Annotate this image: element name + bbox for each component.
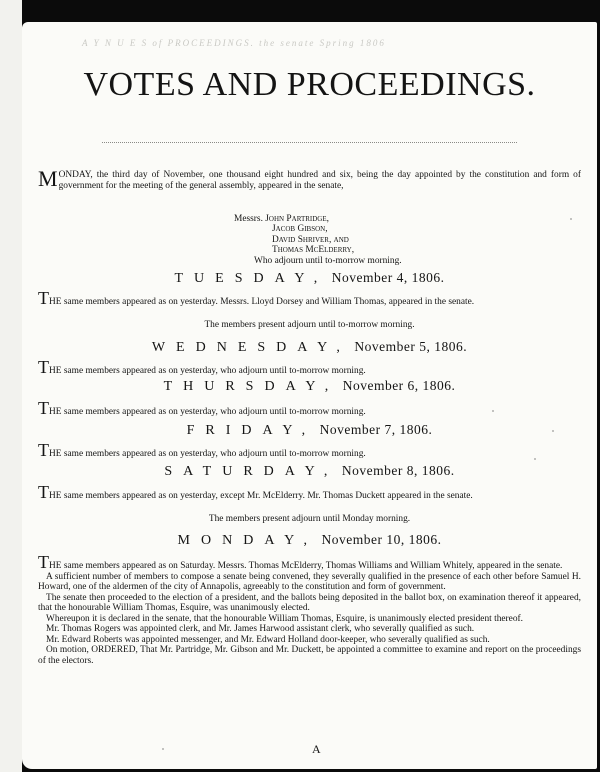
- thursday-paragraph: THE same members appeared as on yesterday, who adjourn until to-morrow morning.: [38, 398, 366, 418]
- paper-speck: [492, 410, 494, 412]
- day-heading-thursday: THURSDAY, November 6, 1806.: [163, 378, 456, 394]
- member-entry: Messrs. John Partridge,: [234, 214, 329, 224]
- monday-paragraph: A sufficient number of members to compose a senate being convened, they severally qualified in the presence of each other before Samuel H. Howard, one of the aldermen of the city of Annapolis, agreeably to the constitution and form of government.: [38, 571, 581, 592]
- saturday-block: [22, 482, 597, 502]
- day-heading-saturday: SATURDAY, November 8, 1806.: [164, 463, 455, 479]
- tuesday-paragraph: THE same members appeared as on yesterday. Messrs. Lloyd Dorsey and William Thomas, appeared in the senate.: [38, 288, 475, 308]
- members-adjourn-line: Who adjourn until to-morrow morning.: [254, 255, 402, 266]
- previous-page-edge: [0, 0, 22, 772]
- monday-paragraph: THE same members appeared as on Saturday. Messrs. Thomas McElderry, Thomas Williams and William Whitely, appeared in the senate.: [38, 552, 563, 572]
- paper-speck: [570, 218, 572, 220]
- document-title: VOTES AND PROCEEDINGS.: [83, 66, 536, 103]
- document-page: [22, 22, 597, 769]
- tuesday-adjourn-line: The members present adjourn until to-morrow morning.: [204, 320, 415, 330]
- day-heading-monday: MONDAY, November 10, 1806.: [177, 532, 442, 548]
- friday-block: [22, 440, 597, 460]
- wednesday-paragraph: THE same members appeared as on yesterday, who adjourn until to-morrow morning.: [38, 357, 366, 377]
- opening-paragraph-block: [22, 166, 597, 191]
- tuesday-block: [22, 288, 597, 308]
- wednesday-block: [22, 357, 597, 377]
- signature-mark: A: [312, 742, 321, 756]
- member-entry: David Shriver, and: [272, 234, 349, 245]
- monday-paragraph: The senate then proceeded to the election of a president, and the ballots being deposited in the ballot box, on examination thereof it appeared, that the honourable William Thomas, Esquire, was unanimously elected.: [38, 592, 581, 613]
- saturday-adjourn-line: The members present adjourn until Monday morning.: [208, 514, 411, 524]
- thursday-block: [22, 398, 597, 418]
- day-heading-friday: FRIDAY, November 7, 1806.: [186, 422, 433, 438]
- member-list: [234, 214, 402, 266]
- monday-paragraph: Whereupon it is declared in the senate, that the honourable William Thomas, Esquire, is unanimously elected president thereof.: [46, 613, 523, 624]
- monday-block: [22, 552, 597, 666]
- title-rule: [102, 142, 517, 143]
- monday-paragraph: On motion, ORDERED, That Mr. Partridge, Mr. Gibson and Mr. Duckett, be appointed a committee to examine and report on the proceedings of the electors.: [38, 645, 581, 666]
- member-entry: Jacob Gibson,: [272, 224, 328, 235]
- opening-paragraph: MONDAY, the third day of November, one thousand eight hundred and six, being the day appointed by the constitution and form of government for the meeting of the general assembly, appeared in the senate,: [38, 166, 581, 191]
- day-heading-wednesday: WEDNESDAY, November 5, 1806.: [151, 339, 468, 355]
- paper-speck: [552, 430, 554, 432]
- friday-paragraph: THE same members appeared as on yesterday, who adjourn until to-morrow morning.: [38, 440, 366, 460]
- faded-running-head: A Y N U E S of PROCEEDINGS. the senate Spring 1806: [82, 38, 386, 48]
- paper-speck: [534, 458, 536, 460]
- monday-paragraph: Mr. Thomas Rogers was appointed clerk, and Mr. James Harwood assistant clerk, who severally qualified as such.: [46, 624, 475, 634]
- paper-speck: [162, 748, 164, 750]
- member-entry: Thomas McElderry,: [272, 245, 355, 256]
- monday-paragraph: Mr. Edward Roberts was appointed messenger, and Mr. Edward Holland door-keeper, who severally qualified as such.: [46, 634, 490, 645]
- saturday-paragraph: THE same members appeared as on yesterday, except Mr. McElderry. Mr. Thomas Duckett appeared in the senate.: [38, 482, 473, 502]
- day-heading-tuesday: TUESDAY, November 4, 1806.: [174, 270, 445, 286]
